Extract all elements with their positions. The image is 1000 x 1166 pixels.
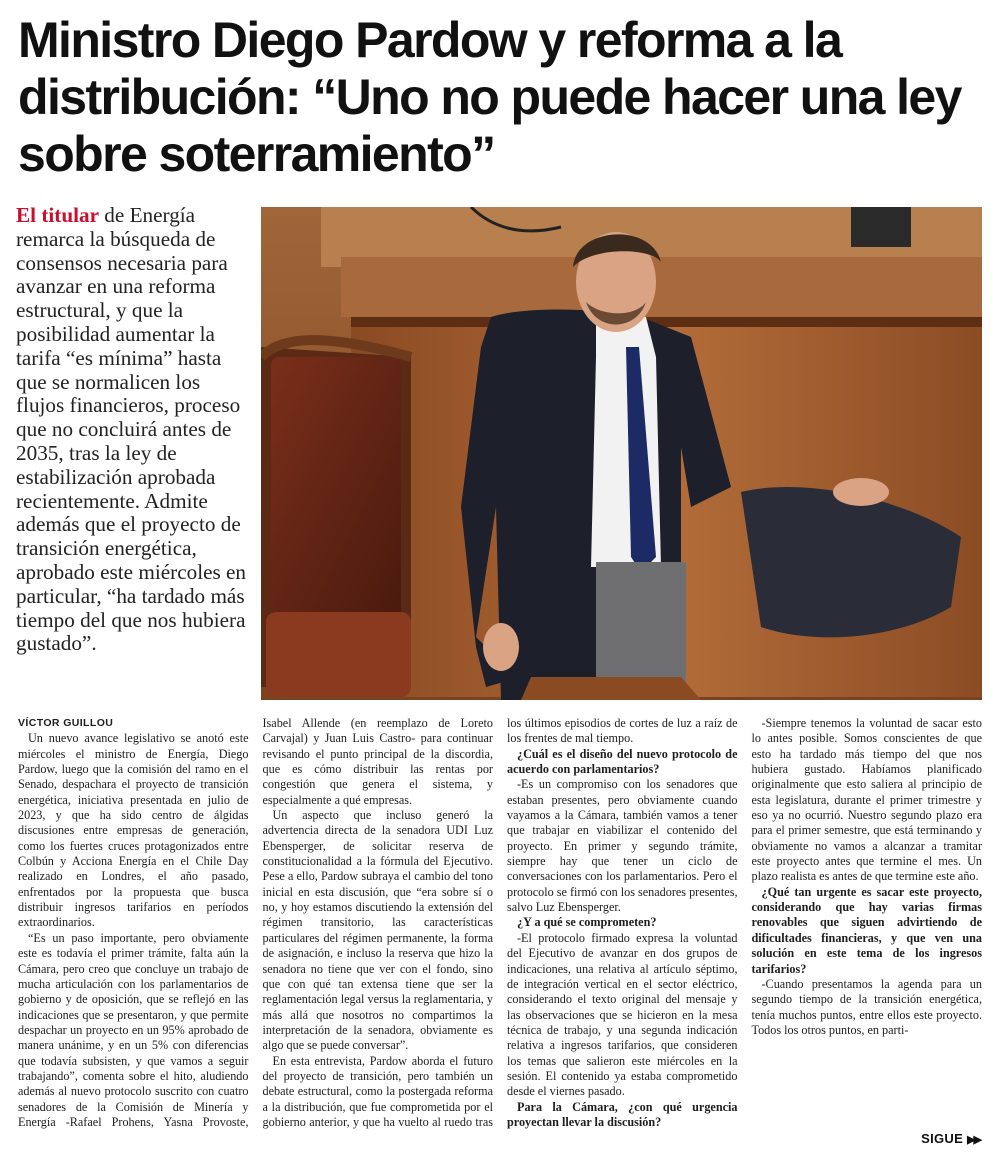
lead-kicker: El titular xyxy=(16,203,99,227)
body-paragraph-3: Un aspecto que incluso generó la advertencia directa de la senadora UDI Luz Ebensperger, de solicitar reserva de constitucionalidad a la fórmula del Ejecutivo. Pese a ello, Pardow subraya el cambio del tono inicial en esta discusión, que “era sobre sí o no, y hoy estamos discutiendo la extensión del régimen transitorio, las características particulares del régimen permanente, la forma de asignación, e incluso la reserva que hizo la senadora no tiene que ver con el fondo, sino que con qué tan extensa tiene que ser la reglamentación legal versus la reglamentaria, y más allá que nosotros no compartimos la interpretación de la senadora, obviamente es algo que se puede conversar”. xyxy=(262,808,493,1053)
interview-answer-3: -Siempre tenemos la voluntad de sacar esto lo antes posible. Somos conscientes de que esto ha tardado más tiempo del que nos hubiera gustado. Habíamos planificado originalmente que esto saliera al principio de esta legislatura, durante el primer trimestre y eso ya no ocurrió. Nuestro segundo plazo era para el primer semestre, que está terminando y obviamente no vamos a alcanzar a tramitar este proyecto antes que termine el mes. Un plazo realista es antes de que termine este año. xyxy=(751,716,982,884)
interview-question-2: ¿Y a qué se comprometen? xyxy=(517,915,657,930)
interview-answer-1: -Es un compromiso con los senadores que estaban presentes, pero obviamente cuando vayamos a la Cámara, también vamos a tener que trabajar en viabilizar el contenido del proyecto. En primer y segundo trámite, siempre hay que tener un ciclo de conversaciones con los parlamentarios. Pero el protocolo se firmó con los senadores presentes, salvo Luz Ebensperger. xyxy=(507,777,738,915)
double-arrow-icon: ▶▶ xyxy=(967,1134,980,1146)
interview-question-4: ¿Qué tan urgente es sacar este proyecto, considerando que hay varias firmas renovables que siguen advirtiendo de dificultades financieras, y que ven una solución en este tema de los ingresos tarifarios? xyxy=(751,884,982,976)
headline: Ministro Diego Pardow y reforma a la distribución: “Uno no puede hacer una ley sobre soterramiento” xyxy=(18,12,961,182)
interview-answer-4: -Cuando presentamos la agenda para un segundo tiempo de la transición energética, tenía muchos puntos, entre ellos este proyecto. Todos los otros puntos, en parti- xyxy=(751,976,982,1037)
interview-question-1: ¿Cuál es el diseño del nuevo protocolo de acuerdo con parlamentarios? xyxy=(507,746,738,777)
lead-paragraph xyxy=(16,204,252,656)
body-paragraph-4: En esta entrevista, Pardow aborda el futuro del proyecto de transición, pero también un debate estructural, como la postergada reforma a la distribución, que fue comprometida por el gobierno anterior, y que ha vuelto al ruedo tras los últimos episodios de cortes de luz a raíz de los frentes de mal tiempo. xyxy=(262,716,738,1129)
minister-photo xyxy=(261,207,982,700)
body-paragraph-1: Un nuevo avance legislativo se anotó este miércoles el ministro de Energía, Diego Pardow, luego que la comisión del ramo en el Senado, despachara el proyecto de transición energética, iniciativa presentada en julio de 2023, y que ha sido centro de álgidas discusiones entre empresas de generación, como los fuertes cruces protagonizados entre Colbún y Acciona Energía en el Chile Day realizado en Londres, el año pasado, enfrentados por la propuesta que busca distribuir ingresos tarifarios en períodos extraordinarios. xyxy=(18,731,249,930)
body-paragraph-2: “Es un paso importante, pero obviamente este es todavía el primer trámite, falta aún la Cámara, pero creo que concluye un trabajo de mucha articulación con los parlamentarios de gobierno y de oposición, que se reflejó en las indicaciones que se presentaron, y que permite despachar un proyecto en un 95% aprobado de manera unánime, y en un 5% con diferencias que todavía subsisten, y que vamos a seguir trabajando”, comenta sobre el hito, aludiendo además al nuevo protocolo suscrito con cuatro senadores de la Comisión de Minería y Energía -Rafael Prohens, Yasna Provoste, Isabel Allende (en reemplazo de Loreto Carvajal) y Juan Luis Castro- para continuar revisando el punto principal de la discordia, que es cómo distribuir las rentas por congestión que genera el sistema, y especialmente a qué empresas. xyxy=(18,716,493,1129)
interview-answer-2: -El protocolo firmado expresa la voluntad del Ejecutivo de avanzar en dos grupos de indicaciones, una relativa al artículo séptimo, de integración vertical en el sector eléctrico, considerando el texto original del mensaje y las observaciones que se hicieron en la mesa técnica de trabajo, y una segunda indicación relativa a ingresos tarifarios, que consideren los temas que salieron este miércoles en la sesión. El contenido ya estaba comprometido desde el viernes pasado. xyxy=(507,930,738,1099)
lead-text: de Energía remarca la búsqueda de consensos necesaria para avanzar en una reforma estructural, y que la posibilidad aumentar la tarifa “es mínima” hasta que se normalicen los flujos financieros, proceso que no concluirá antes de 2035, tras la ley de estabilización aprobada recientemente. Admite además que el proyecto de transición energética, aprobado este miércoles en particular, “ha tardado más tiempo del que nos hubiera gustado”. xyxy=(16,203,247,656)
byline: VÍCTOR GUILLOU xyxy=(18,717,114,729)
article-body xyxy=(18,716,982,1134)
photo-illustration xyxy=(261,207,982,700)
interview-question-3: Para la Cámara, ¿con qué urgencia proyectan llevar la discusión? xyxy=(507,1099,738,1129)
continue-label: SIGUE xyxy=(921,1131,964,1146)
continue-marker xyxy=(921,1131,980,1146)
